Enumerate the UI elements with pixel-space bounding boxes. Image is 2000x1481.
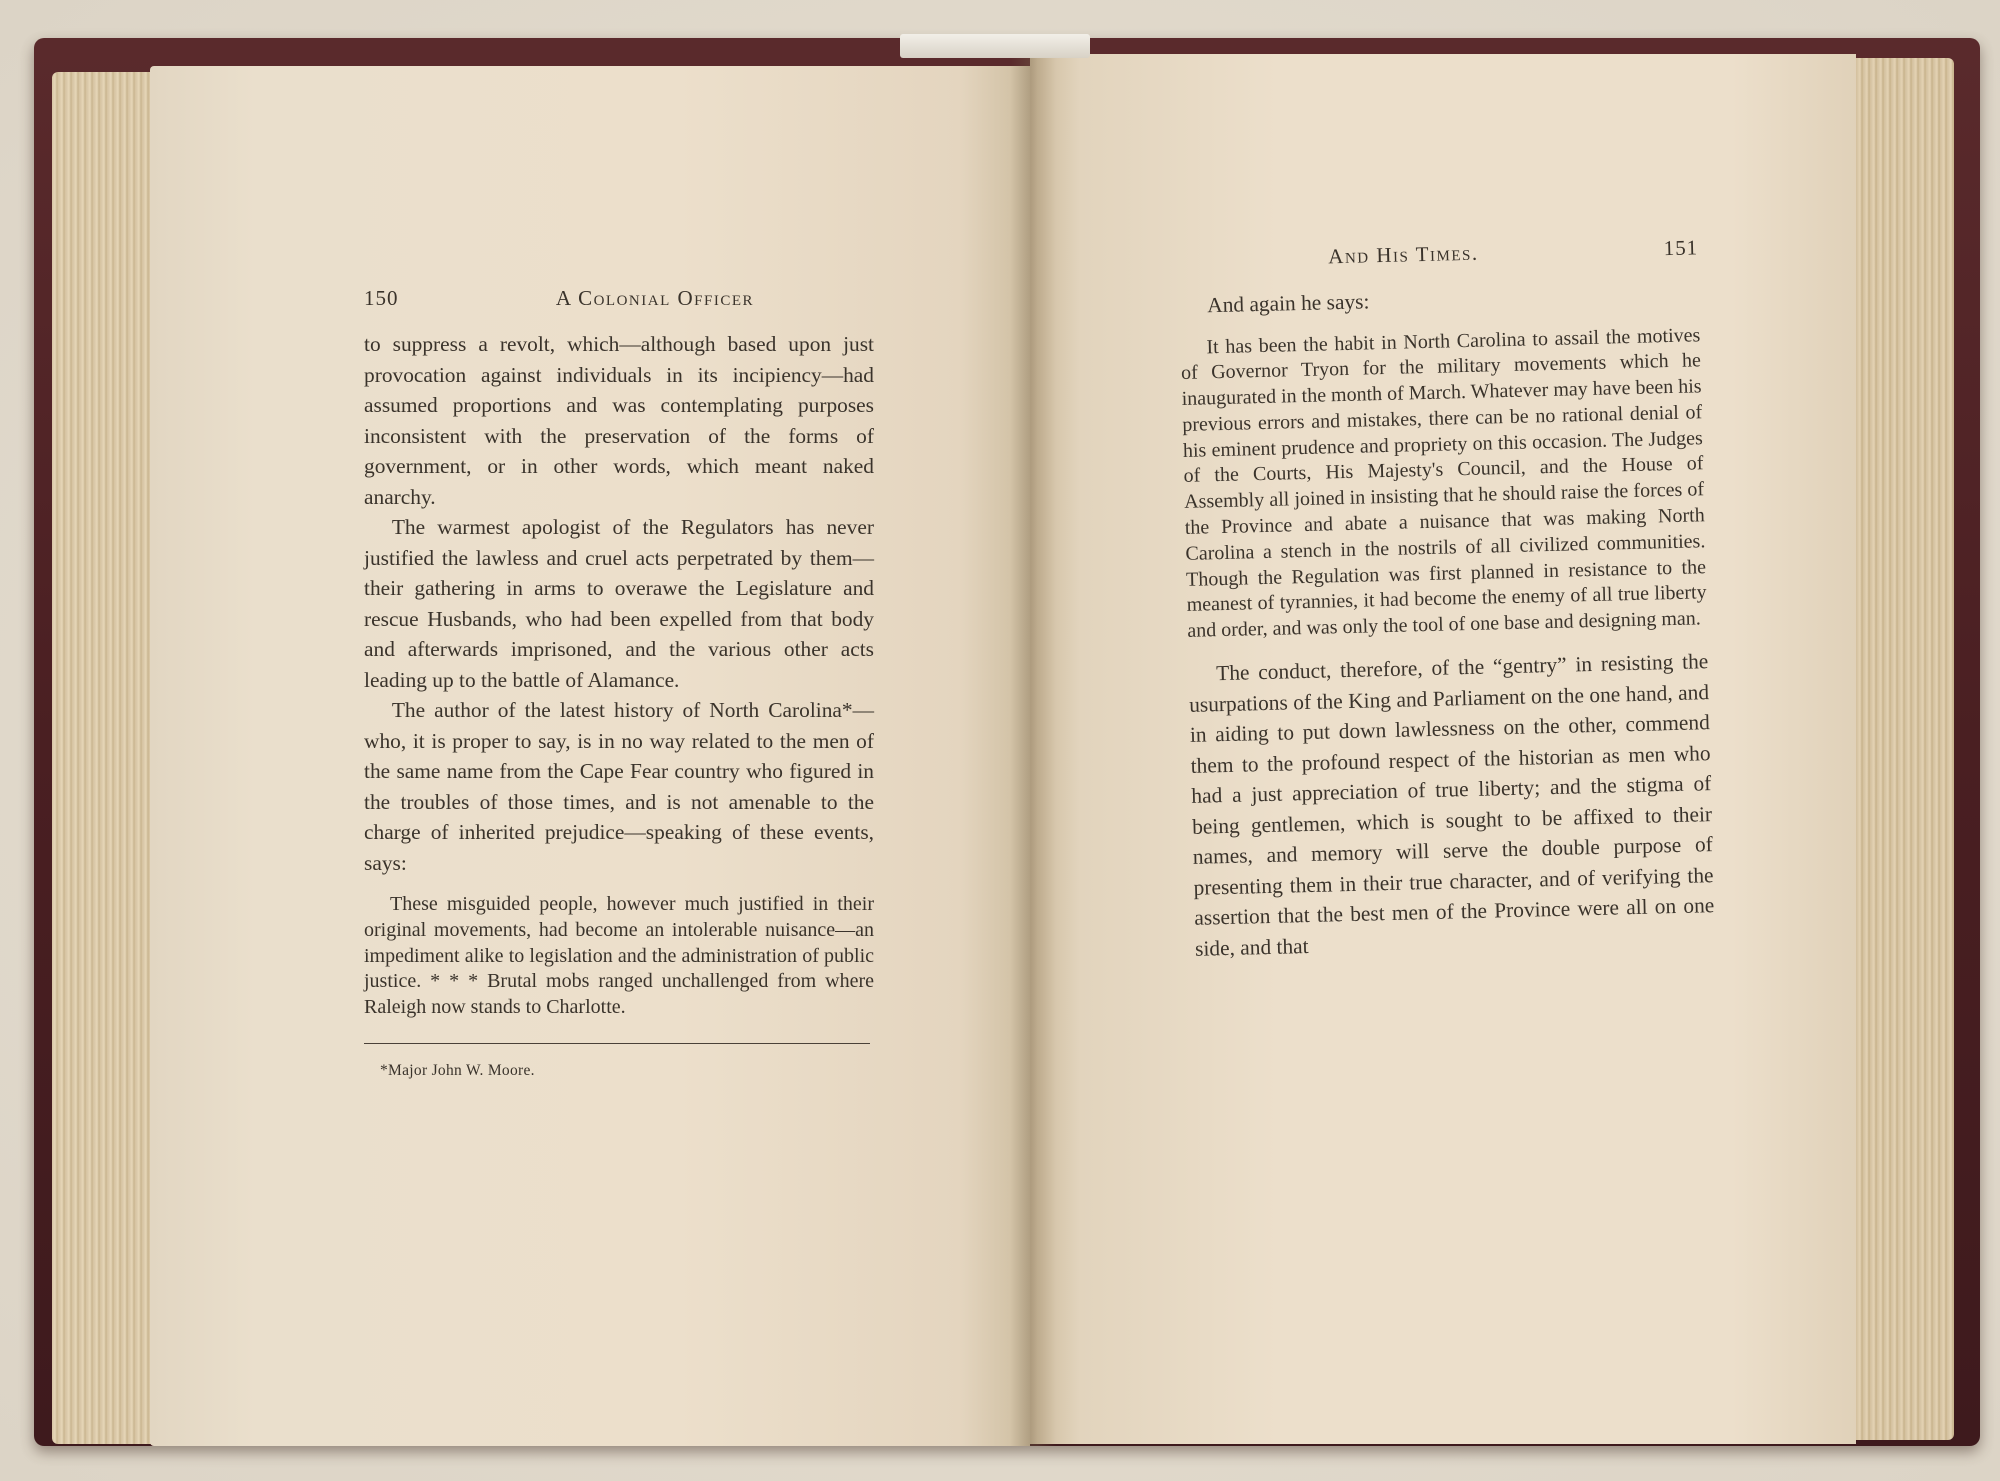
paragraph: The conduct, therefore, of the “gentry” in resisting the usurpations of the King and Parliament on the one hand, and in aiding to put down lawlessness on the other, commend them to the profound respect of the historian as men who had a just appreciation of true liberty; and the stigma of being gentlemen, which is sought to be affixed to their names, and memory will serve the double purpose of presenting them in their true character, and of verifying the assertion that the best men of the Province were all on one side, and that — [1188, 649, 1715, 961]
footnote: *Major John W. Moore. — [380, 1061, 535, 1079]
paragraph: to suppress a revolt, which—although based upon just provocation against individuals in its incipiency—had assumed proportions and was contemplating purposes inconsistent with the preservation of the forms of government, or in other words, which meant naked anarchy. — [364, 332, 874, 509]
spine-binding — [900, 34, 1090, 58]
paragraph: And again he says: — [1206, 289, 1370, 318]
book-gutter — [1010, 54, 1056, 1446]
page-number: 151 — [1663, 235, 1699, 261]
left-running-head — [364, 286, 874, 311]
paragraph: The warmest apologist of the Regulators has never justified the lawless and cruel acts perpetrated by them—their gathering in arms to overawe the Legislature and rescue Husbands, who had been expelled from that body and afterwards imprisoned, and the various other acts leading up to the battle of Alamance. — [364, 515, 874, 692]
running-title: A Colonial Officer — [555, 286, 754, 310]
running-title: And His Times. — [1327, 240, 1479, 269]
right-page-text — [1178, 235, 1715, 964]
page-number: 150 — [364, 286, 399, 310]
paragraph: The author of the latest history of North Carolina*—who, it is proper to say, is in no way related to the men of the same name from the Cape Fear country who figured in the troubles of those times, and is not amenable to the charge of inherited prejudice—speaking of these events, says: — [364, 698, 874, 875]
block-quote: It has been the habit in North Carolina to assail the motives of Governor Tryon for the military movements which he inaugurated in the month of March. Whatever may have been his previous errors and mistakes, there can be no rational denial of his eminent prudence and propriety on this occasion. The Judges of the Courts, His Majesty's Council, and the House of Assembly all joined in insisting that he should raise the forces of the Province and abate a nuisance that was making North Carolina a stench in the nostrils of all civilized communities. Though the Regulation was first planned in resistance to the meanest of tyrannies, it had become the enemy of all true liberty and order, and was only the tool of one base and designing man. — [1180, 323, 1707, 643]
footnote-rule — [364, 1043, 870, 1044]
spacer — [364, 878, 874, 892]
block-quote: These misguided people, however much justified in their original movements, had become an intolerable nuisance—an impediment alike to legislation and the administration of public justice. * * * Brutal mobs ranged unchallenged from where Raleigh now stands to Charlotte. — [364, 893, 874, 1019]
left-page-text — [364, 286, 874, 1080]
